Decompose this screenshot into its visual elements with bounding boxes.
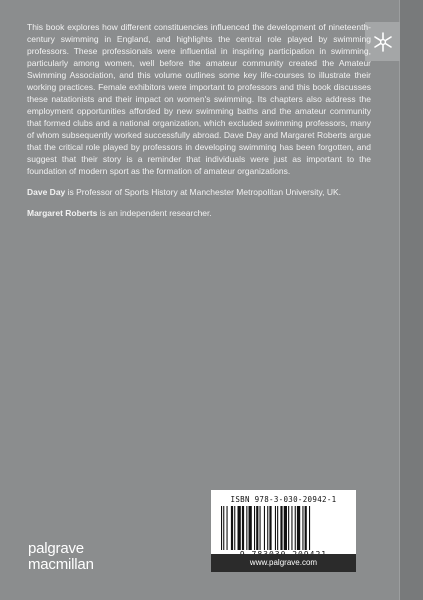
barcode-bar — [291, 506, 292, 550]
barcode-bar — [305, 506, 307, 550]
author-bio-1-text: is Professor of Sports History at Manchester Metropolitan University, UK. — [65, 187, 341, 197]
barcode-bar — [267, 506, 268, 550]
barcode-bar — [302, 506, 303, 550]
barcode-bars — [219, 506, 349, 550]
barcode-bar — [223, 506, 224, 550]
barcode-bar — [231, 506, 233, 550]
author-bio-2 — [27, 207, 371, 219]
author-name-1: Dave Day — [27, 187, 66, 197]
barcode-bar — [284, 506, 287, 550]
barcode-bar — [242, 506, 244, 550]
barcode-bar — [260, 506, 261, 550]
barcode-bar — [249, 506, 252, 550]
barcode-bar — [269, 506, 271, 550]
author-bio-1 — [27, 186, 371, 198]
publisher-line-1: palgrave — [28, 540, 84, 557]
barcode-bar — [238, 506, 241, 550]
spine-strip — [400, 0, 423, 600]
barcode-bar — [221, 506, 222, 550]
isbn-label: ISBN 978-3-030-20942-1 — [230, 495, 337, 504]
author-name-2: Margaret Roberts — [27, 208, 98, 218]
barcode-bar — [254, 506, 255, 550]
publisher-logo — [28, 541, 94, 573]
barcode-bar — [309, 506, 310, 550]
author-bio-2-text: is an independent researcher. — [97, 208, 212, 218]
barcode-bar — [246, 506, 247, 550]
barcode-bar — [264, 506, 265, 550]
barcode-bar — [295, 506, 296, 550]
barcode-bar — [288, 506, 289, 550]
barcode-bar — [275, 506, 276, 550]
publisher-url: www.palgrave.com — [211, 554, 356, 572]
barcode-bar — [277, 506, 278, 550]
blurb-paragraph: This book explores how different constituencies influenced the development of nineteenth-century swimming in England, and highlights the central role played by swimming professors. These professionals were influential in inspiring participation in swimming, particularly among women, well before the amateur community created the Amateur Swimming Association, and this volume outlines some key life-courses to illustrate their working practices. Female exhibitors were important to professors and this book discusses these natationists and their impact on women's swimming. Its chapters also address the employment opportunities afforded by new swimming baths and the amateur community that formed clubs and a national organization, which excluded swimming professors, many of whom subsequently worked successfully abroad. Dave Day and Margaret Roberts argue that the critical role played by professors in developing swimming has been forgotten, and suggest that their story is a reminder that individuals were just as important to the foundation of modern sport as the formation of amateur organizations. — [27, 22, 371, 176]
barcode-bar — [227, 506, 228, 550]
publisher-line-2: macmillan — [28, 556, 94, 573]
book-description — [27, 21, 371, 228]
barcode-bar — [234, 506, 235, 550]
barcode-bar — [280, 506, 282, 550]
barcode-bar — [256, 506, 258, 550]
barcode-bar — [297, 506, 300, 550]
